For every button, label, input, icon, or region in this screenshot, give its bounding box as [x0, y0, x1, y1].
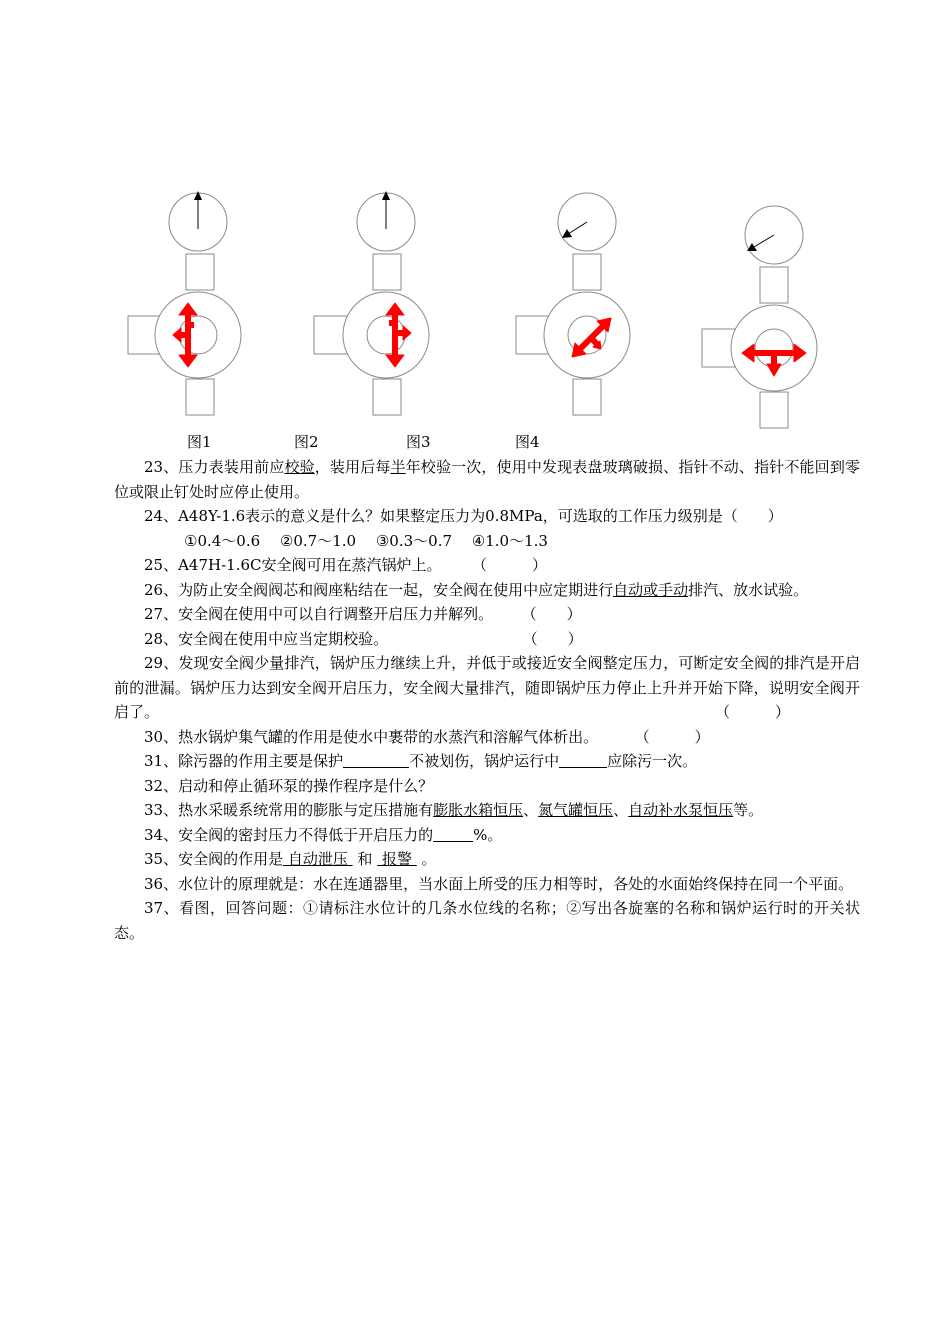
question-27: 27、安全阀在使用中可以自行调整开启压力并解列。 （ ）: [144, 605, 582, 623]
question-28: 28、安全阀在使用中应当定期校验。 （ ）: [144, 629, 583, 648]
answer-parentheses[interactable]: （ ）: [642, 727, 710, 746]
answer-underline: 校验: [284, 458, 315, 476]
answer-underline: 报警: [377, 850, 417, 868]
answer-parentheses[interactable]: （ ）: [530, 629, 583, 648]
question-24-options: ①0.4～0.6 ②0.7～1.0 ③0.3～0.7 ④1.0～1.3: [184, 531, 548, 550]
figure-1-valve-diagram: [120, 185, 250, 425]
answer-underline: 膨胀水箱恒压: [433, 801, 524, 819]
caption-figure-4: 图4: [515, 433, 540, 451]
figure-4-valve-diagram: [690, 198, 840, 438]
question-23: 23、压力表装用前应校验，装用后每半年校验一次，使用中发现表盘玻璃破损、指针不动、指针不能回到零位或限止钉处时应停止使用。: [114, 458, 860, 501]
fill-in-blank[interactable]: [559, 752, 607, 768]
question-34: 34、安全阀的密封压力不得低于开启压力的 %。: [144, 825, 503, 844]
answer-parentheses[interactable]: （ ）: [714, 703, 790, 721]
question-31: 31、除污器的作用主要是保护 不被划伤，锅炉运行中 应除污一次。: [144, 752, 698, 770]
question-33: 33、热水采暖系统常用的膨胀与定压措施有膨胀水箱恒压、氮气罐恒压、自动补水泵恒压等。: [144, 801, 764, 819]
answer-parentheses[interactable]: （ ）: [479, 556, 548, 574]
question-25: 25、A47H-1.6C安全阀可用在蒸汽锅炉上。 （ ）: [144, 556, 548, 574]
question-list: [114, 455, 860, 945]
question-24: 24、A48Y-1.6表示的意义是什么？如果整定压力为0.8MPa，可选取的工作压力级别是（ ）: [144, 507, 783, 525]
caption-figure-2: 图2: [294, 433, 319, 451]
question-35: 35、安全阀的作用是 自动泄压 和 报警 。: [144, 850, 437, 868]
answer-underline: 半: [390, 458, 406, 476]
caption-figure-3: 图3: [406, 433, 431, 451]
question-32: 32、启动和停止循环泵的操作程序是什么？: [144, 776, 434, 795]
figure-2-valve-diagram: [306, 185, 436, 425]
question-37: 37、看图，回答问题：①请标注水位计的几条水位线的名称；②写出各旋塞的名称和锅炉运行时的开关状态。: [114, 899, 860, 942]
question-36: 36、水位计的原理就是：水在连通器里，当水面上所受的压力相等时，各处的水面始终保持在同一个平面。: [144, 874, 854, 893]
caption-figure-1: 图1: [187, 433, 212, 451]
answer-underline: 自动泄压: [283, 850, 353, 868]
fill-in-blank[interactable]: [343, 752, 409, 768]
answer-parentheses[interactable]: （ ）: [529, 605, 582, 623]
question-26: 26、为防止安全阀阀芯和阀座粘结在一起，安全阀在使用中应定期进行自动或手动排汽、放水试验。: [144, 580, 809, 599]
question-30: 30、热水锅炉集气罐的作用是使水中裹带的水蒸汽和溶解气体析出。 （ ）: [144, 727, 710, 746]
answer-underline: 自动补水泵恒压: [628, 801, 734, 819]
fill-in-blank[interactable]: [433, 826, 473, 842]
figure-3-valve-diagram: [508, 185, 638, 425]
answer-underline: 氮气罐恒压: [538, 801, 614, 819]
question-29: 29、发现安全阀少量排汽，锅炉压力继续上升，并低于或接近安全阀整定压力，可断定安全阀的排汽是开启前的泄漏。锅炉压力达到安全阀开启压力，安全阀大量排汽，随即锅炉压力停止上升并开始下降，说明安全阀开启了。 （ ）: [114, 651, 860, 725]
figure-captions: [0, 431, 950, 453]
answer-underline: 自动或手动: [613, 580, 689, 599]
